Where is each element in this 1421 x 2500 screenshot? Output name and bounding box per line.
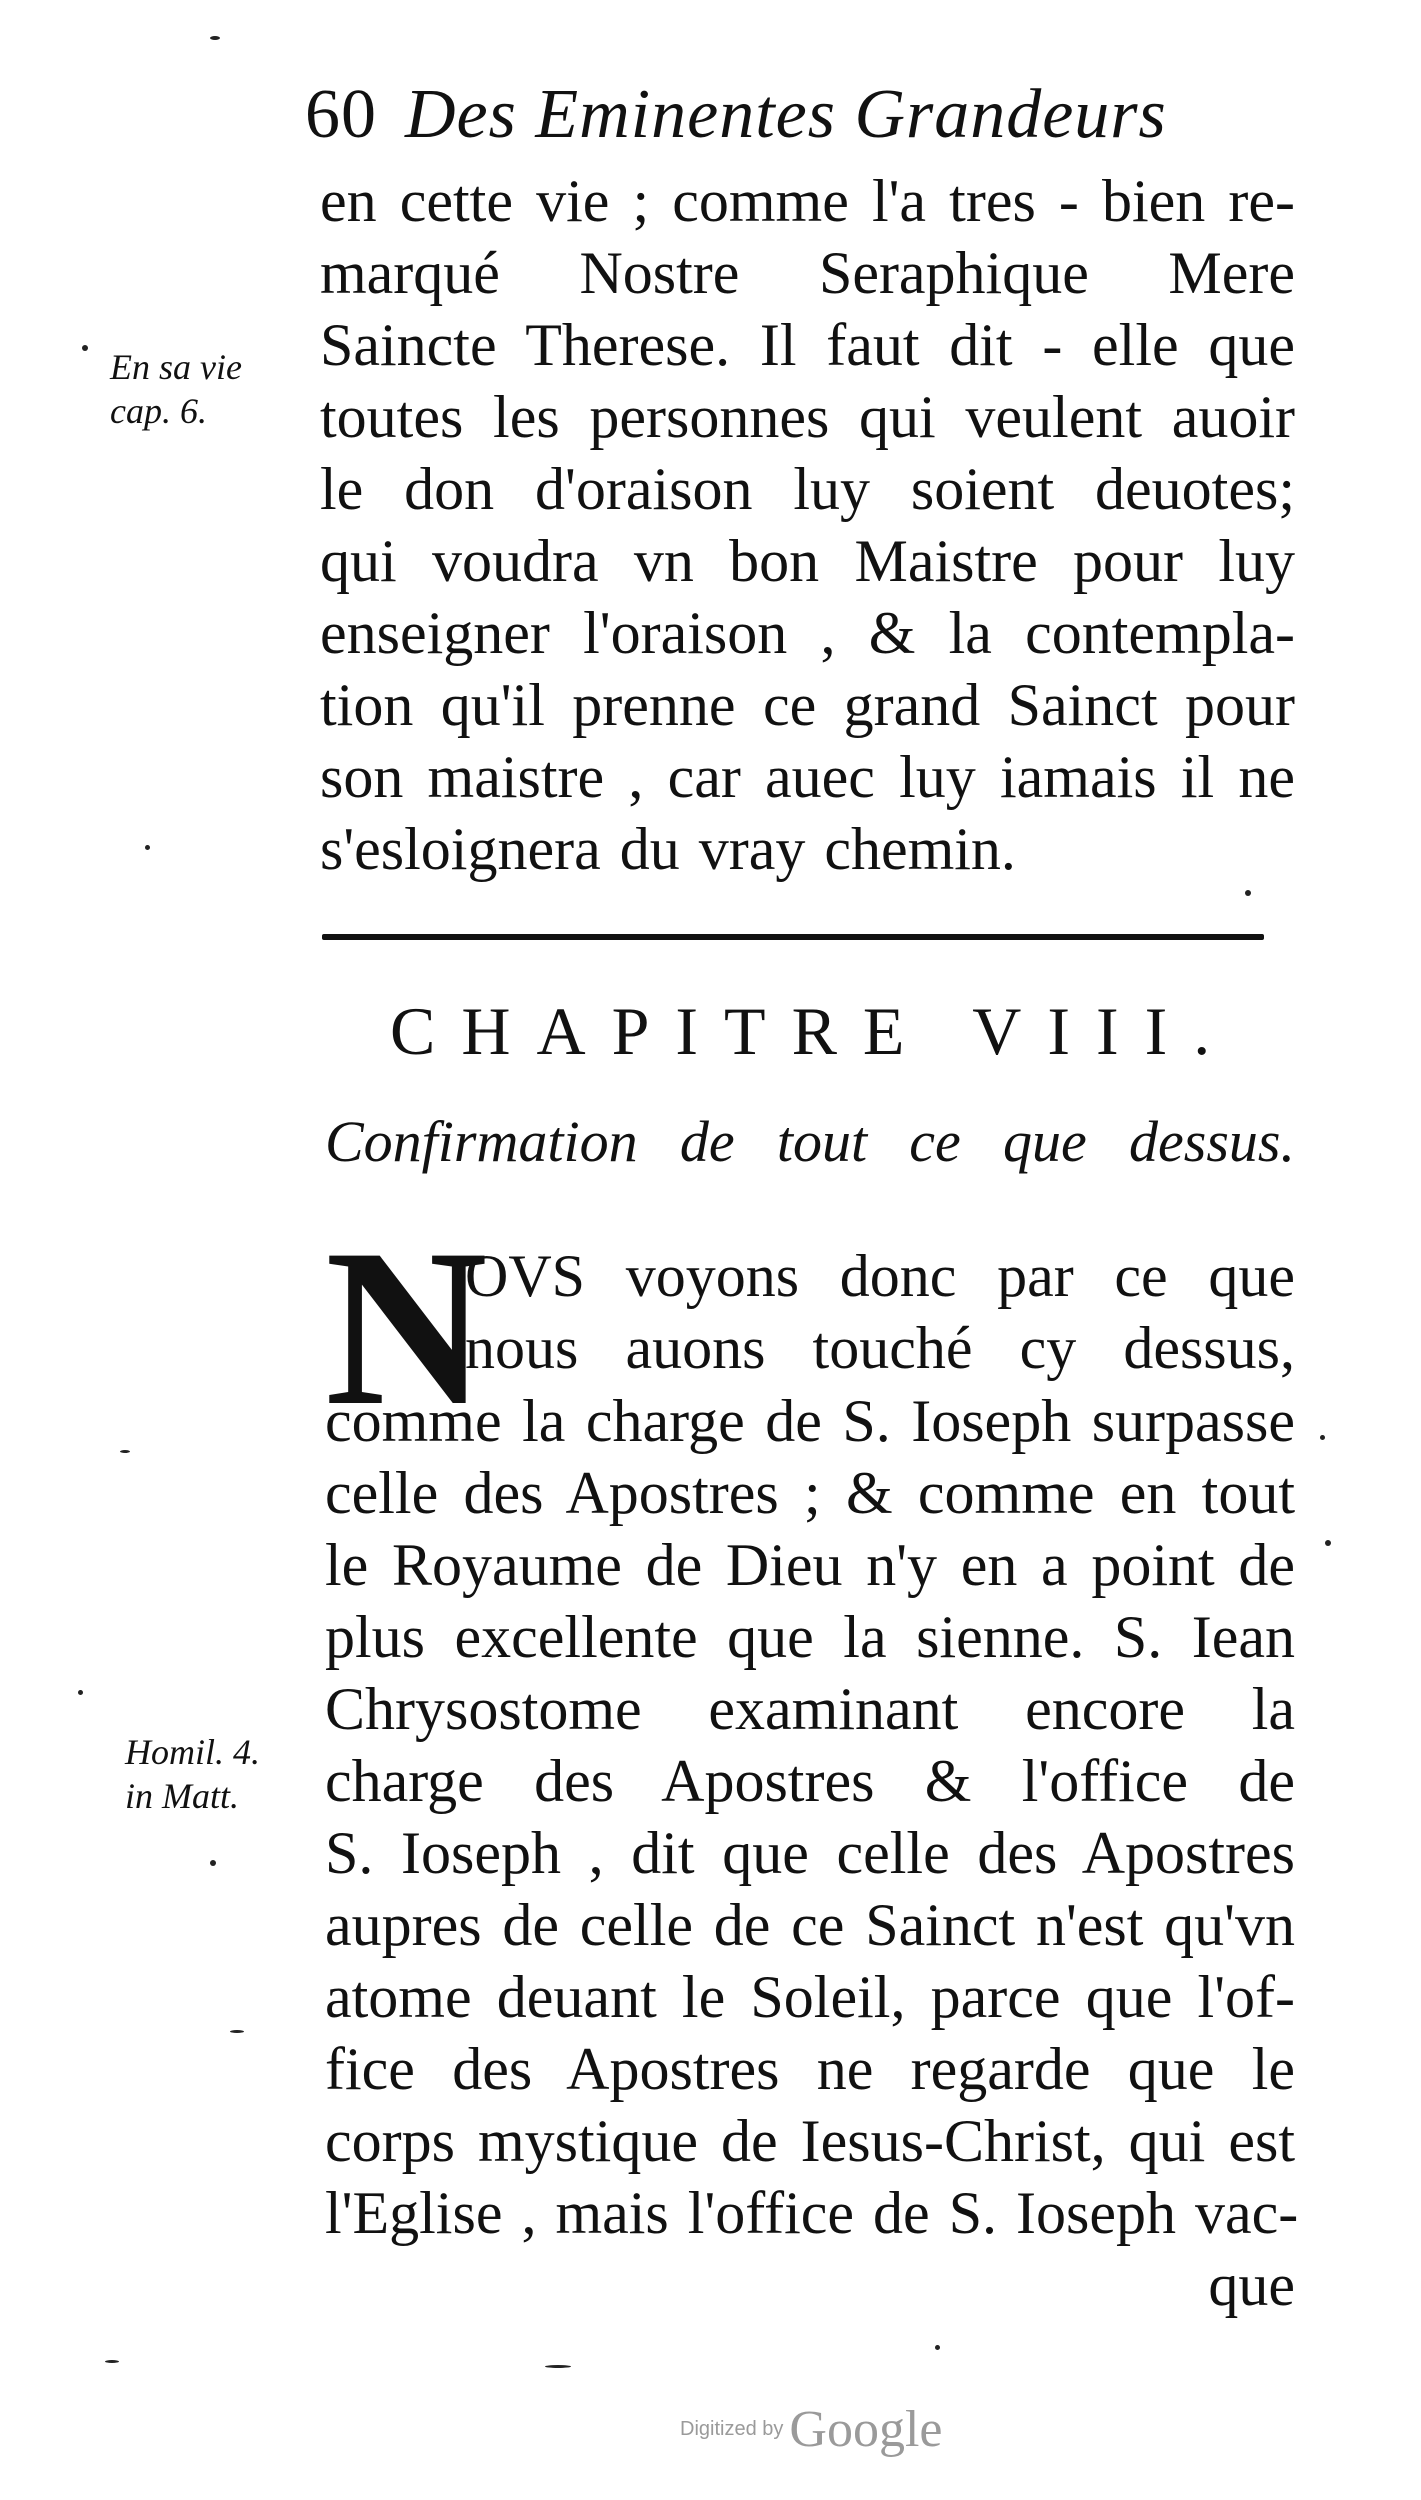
text-line: le don d'oraison luy soient deuotes; <box>320 456 1295 522</box>
drop-cap: N <box>325 1202 488 1452</box>
text-line: enseigner l'oraison , & la contempla- <box>320 600 1295 666</box>
text-line: le Royaume de Dieu n'y en a point de <box>325 1532 1295 1598</box>
digitized-label: Digitized by <box>680 2418 784 2440</box>
text-line: marqué Nostre Seraphique Mere <box>320 240 1295 306</box>
text-line: son maistre , car auec luy iamais il ne <box>320 744 1295 810</box>
chapter-title: CHAPITRE VIII. <box>390 993 1237 1069</box>
margin-note-line: in Matt. <box>125 1776 239 1816</box>
running-title: Des Eminentes Grandeurs <box>405 76 1167 153</box>
text-line: en cette vie ; comme l'a tres - bien re- <box>320 168 1295 234</box>
text-line: nous auons touché cy dessus, <box>465 1315 1295 1381</box>
text-line: fice des Apostres ne regarde que le <box>325 2036 1295 2102</box>
text-line: S. Ioseph , dit que celle des Apostres <box>325 1820 1295 1886</box>
text-line: toutes les personnes qui veulent auoir <box>320 384 1295 450</box>
text-line: corps mystique de Iesus-Christ, qui est <box>325 2108 1295 2174</box>
drop-cap-lines <box>465 1240 1295 1384</box>
text-line: s'esloignera du vray chemin. <box>320 816 1016 882</box>
text-line: comme la charge de S. Ioseph surpasse <box>325 1388 1295 1454</box>
running-head <box>305 75 1167 155</box>
margin-note-line: En sa vie <box>110 347 242 387</box>
chapter-subtitle: Confirmation de tout ce que dessus. <box>325 1109 1295 1174</box>
margin-note-line: Homil. 4. <box>125 1732 260 1772</box>
text-line: Chrysostome examinant encore la <box>325 1676 1295 1742</box>
top-paragraph <box>320 165 1295 885</box>
digitization-watermark <box>680 2400 942 2459</box>
text-line: atome deuant le Soleil, parce que l'of- <box>325 1964 1295 2030</box>
margin-note-en-sa-vie <box>110 345 242 433</box>
page-number: 60 <box>305 76 377 153</box>
margin-note-homil <box>125 1730 260 1818</box>
section-divider <box>322 934 1264 940</box>
text-line: l'Eglise , mais l'office de S. Ioseph vac- <box>325 2180 1299 2246</box>
text-line: tion qu'il prenne ce grand Sainct pour <box>320 672 1295 738</box>
text-line: Saincte Therese. Il faut dit - elle que <box>320 312 1295 378</box>
text-line: plus excellente que la sienne. S. Iean <box>325 1604 1295 1670</box>
text-line: aupres de celle de ce Sainct n'est qu'vn <box>325 1892 1295 1958</box>
text-line: qui voudra vn bon Maistre pour luy <box>320 528 1295 594</box>
text-line: celle des Apostres ; & comme en tout <box>325 1460 1295 1526</box>
text-line: charge des Apostres & l'office de <box>325 1748 1295 1814</box>
google-logo: Google <box>789 2401 943 2458</box>
catchword: que <box>1208 2252 1295 2318</box>
margin-note-line: cap. 6. <box>110 391 207 431</box>
text-line: OVS voyons donc par ce que <box>465 1243 1295 1309</box>
chapter-paragraph <box>325 1385 1299 2321</box>
